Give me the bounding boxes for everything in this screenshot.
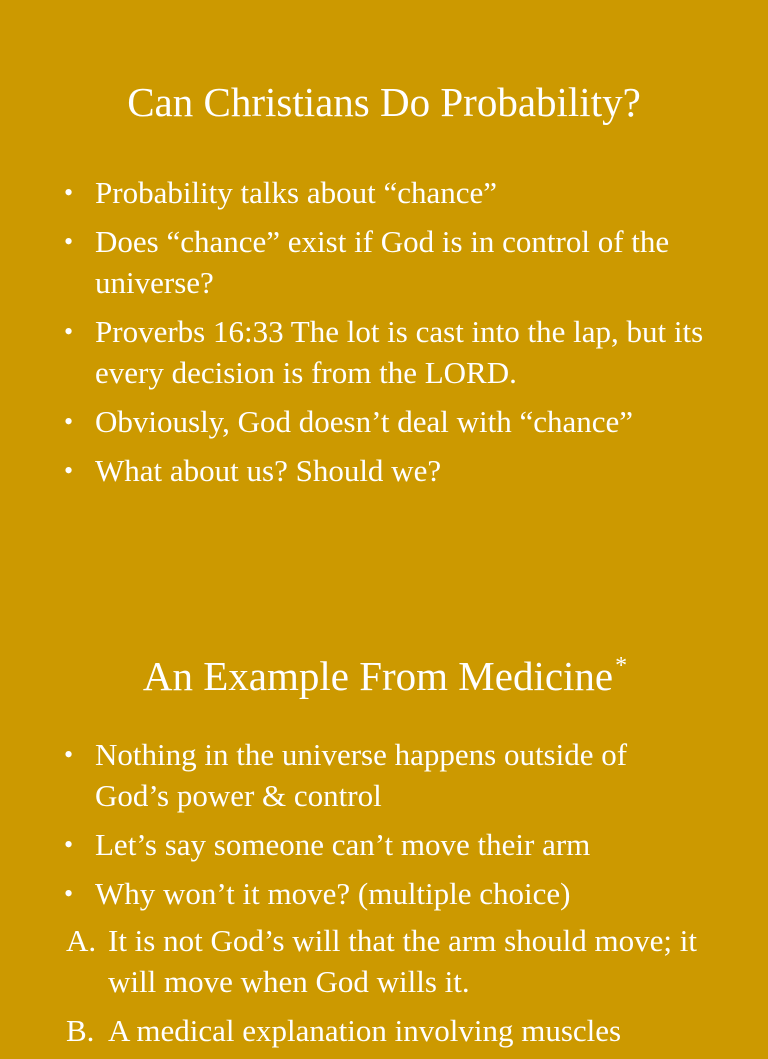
bullet-text: Proverbs 16:33 The lot is cast into the lap, but its every decision is from the LORD. xyxy=(95,314,704,390)
bullet-icon: • xyxy=(64,317,74,346)
bullet-icon: • xyxy=(64,830,74,859)
slide-title xyxy=(0,652,768,700)
slide-an-example-from-medicine xyxy=(0,600,768,1048)
bullet-text: Obviously, God doesn’t deal with “chance” xyxy=(95,404,634,439)
bullet-list xyxy=(0,172,768,499)
bullet-icon: • xyxy=(64,456,74,485)
bullet-text: Nothing in the universe happens outside of God’s power & control xyxy=(95,737,628,813)
list-item xyxy=(0,734,768,816)
bullet-icon: • xyxy=(64,740,74,769)
list-item xyxy=(0,221,768,303)
choice-item xyxy=(0,920,768,1002)
bullet-list xyxy=(0,734,768,922)
choice-item xyxy=(0,1010,768,1051)
list-item xyxy=(0,824,768,865)
choice-marker: A. xyxy=(66,923,97,958)
list-item xyxy=(0,172,768,213)
choice-list xyxy=(0,920,768,1059)
bullet-icon: • xyxy=(64,178,74,207)
slide-title: Can Christians Do Probability? xyxy=(127,79,641,125)
list-item xyxy=(0,450,768,491)
list-item xyxy=(0,401,768,442)
choice-text: It is not God’s will that the arm should move; it will move when God wills it. xyxy=(108,923,697,999)
slide-title-text: An Example From Medicine xyxy=(142,653,614,699)
bullet-text: What about us? Should we? xyxy=(95,453,442,488)
bullet-icon: • xyxy=(64,227,74,256)
choice-marker: B. xyxy=(66,1013,95,1048)
list-item xyxy=(0,311,768,393)
choice-text: A medical explanation involving muscles xyxy=(108,1013,622,1048)
bullet-icon: • xyxy=(64,407,74,436)
bullet-text: Let’s say someone can’t move their arm xyxy=(95,827,591,862)
footnote-mark: * xyxy=(615,653,628,679)
bullet-icon: • xyxy=(64,879,74,908)
list-item xyxy=(0,873,768,914)
bullet-text: Why won’t it move? (multiple choice) xyxy=(95,876,571,911)
bullet-text: Does “chance” exist if God is in control of the universe? xyxy=(95,224,670,300)
bullet-text: Probability talks about “chance” xyxy=(95,175,498,210)
